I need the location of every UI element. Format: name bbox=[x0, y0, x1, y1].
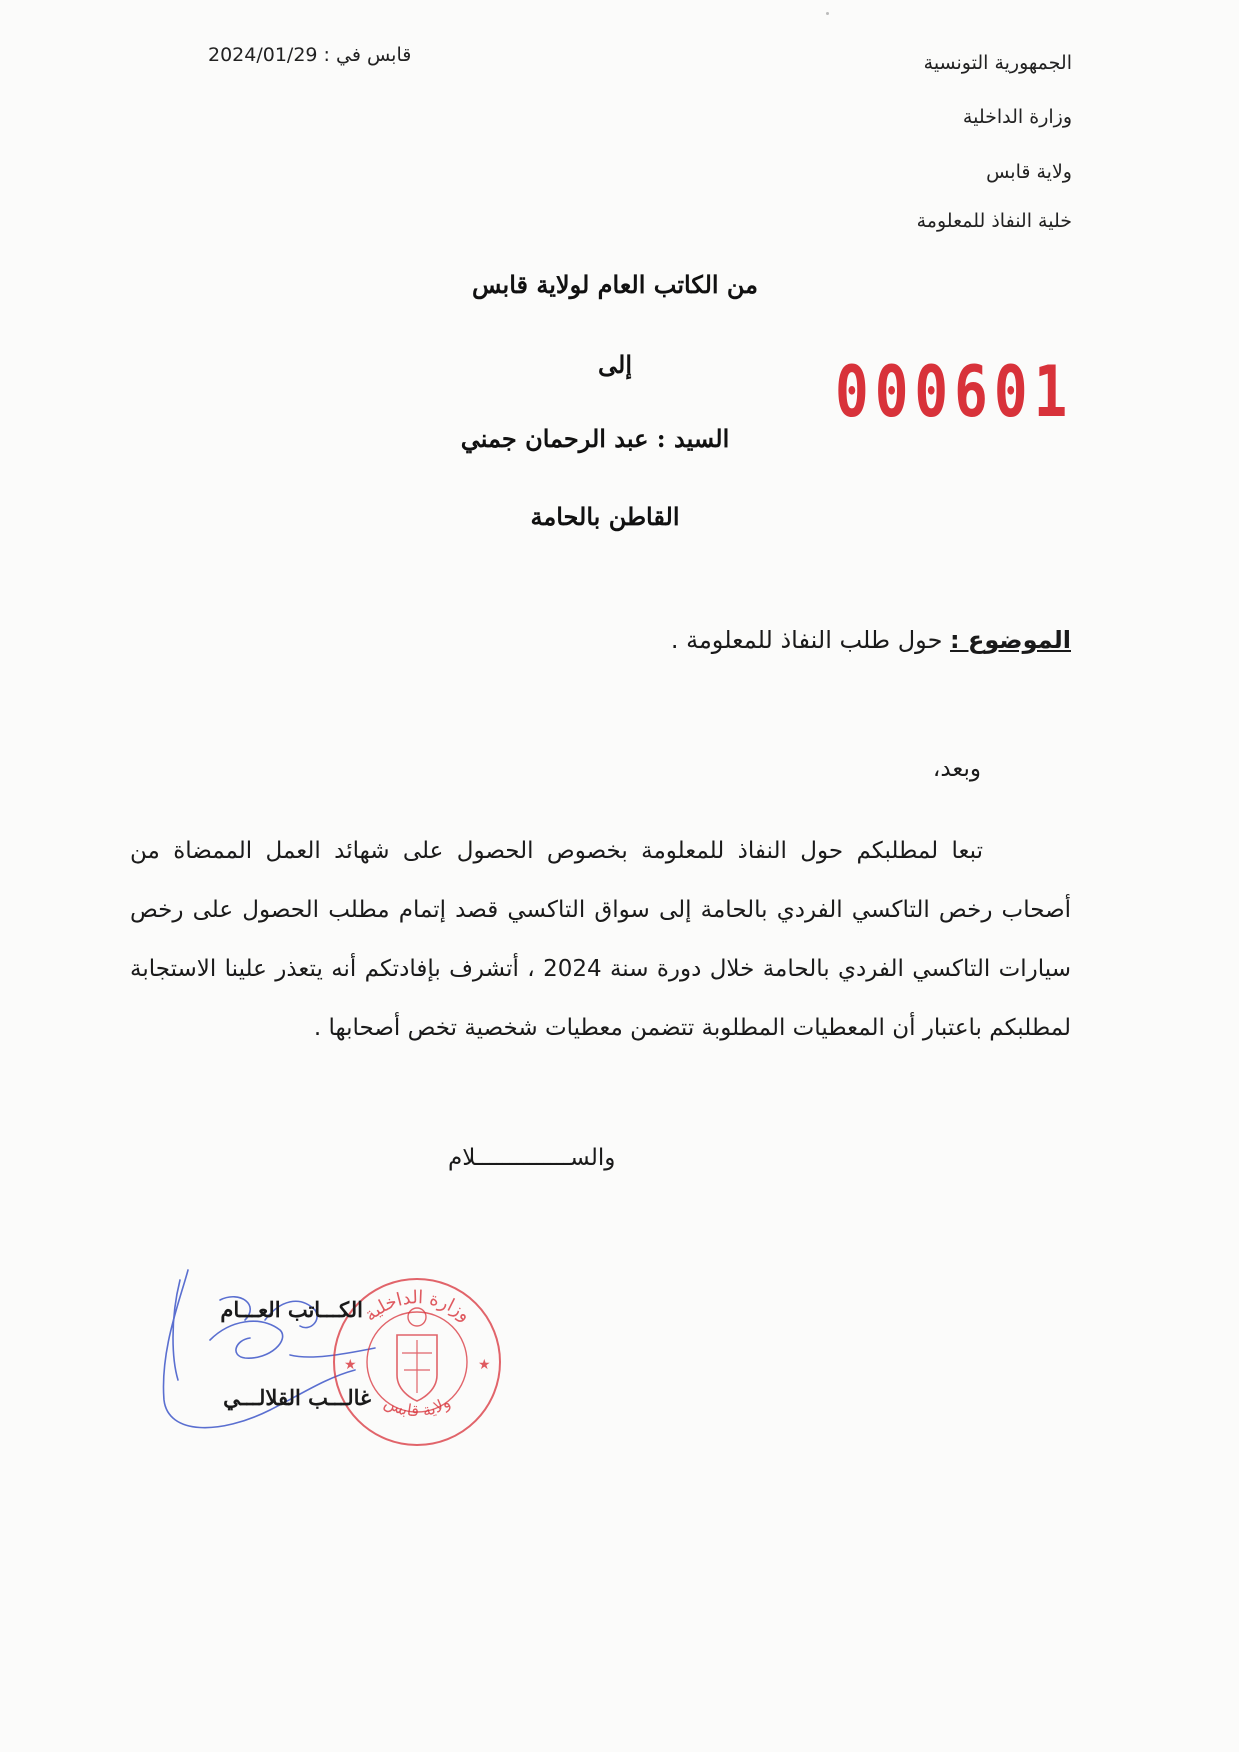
scan-speck bbox=[826, 12, 829, 15]
stamp-top-text: وزارة الداخلية bbox=[360, 1287, 475, 1326]
subject-label: الموضوع : bbox=[950, 626, 1071, 654]
residence-line: القاطن بالحامة bbox=[530, 502, 680, 531]
stamp-star-right-icon: ★ bbox=[478, 1357, 491, 1373]
stamp-bottom-text: ولاية قابس bbox=[381, 1392, 454, 1421]
greeting: وبعد، bbox=[932, 756, 981, 782]
header-cell: خلية النفاذ للمعلومة bbox=[916, 210, 1072, 232]
stamp-star-left-icon: ★ bbox=[344, 1357, 357, 1373]
header-ministry: وزارة الداخلية bbox=[962, 106, 1072, 128]
header-republic: الجمهورية التونسية bbox=[923, 52, 1072, 74]
svg-text:ولاية قابس bbox=[381, 1392, 454, 1420]
closing: والســــــــــــــلام bbox=[448, 1145, 616, 1171]
reference-number: 000601 bbox=[835, 352, 1074, 434]
signature-title: الكـــاتب العـــام bbox=[220, 1297, 363, 1322]
subject-text: حول طلب النفاذ للمعلومة . bbox=[670, 626, 951, 654]
from-line: من الكاتب العام لولاية قابس bbox=[471, 270, 759, 299]
subject-line bbox=[671, 626, 1071, 654]
header-governorate: ولاية قابس bbox=[986, 161, 1072, 183]
to-label: إلى bbox=[598, 350, 632, 379]
recipient-line: السيد : عبد الرحمان جمني bbox=[460, 424, 730, 453]
svg-text:وزارة الداخلية bbox=[360, 1287, 475, 1326]
body-paragraph: تبعا لمطلبكم حول النفاذ للمعلومة بخصوص الحصول على شهائد العمل الممضاة من أصحاب رخص التاكسي الفردي بالحامة إلى سواق التاكسي قصد إتمام مطلب الحصول على رخص سيارات التاكسي الفردي بالحامة خلال دورة سنة 2024 ، أتشرف بإفادتكم أنه يتعذر علينا الاستجابة لمطلبكم باعتبار أن المعطيات المطلوبة تتضمن معطيات شخصية تخص أصحابها . bbox=[130, 838, 1072, 1041]
body-paragraph-block bbox=[130, 822, 1071, 1058]
date-line: قابس في : 2024/01/29 bbox=[208, 44, 412, 66]
signature-name: غالـــب القلالـــي bbox=[223, 1385, 371, 1410]
